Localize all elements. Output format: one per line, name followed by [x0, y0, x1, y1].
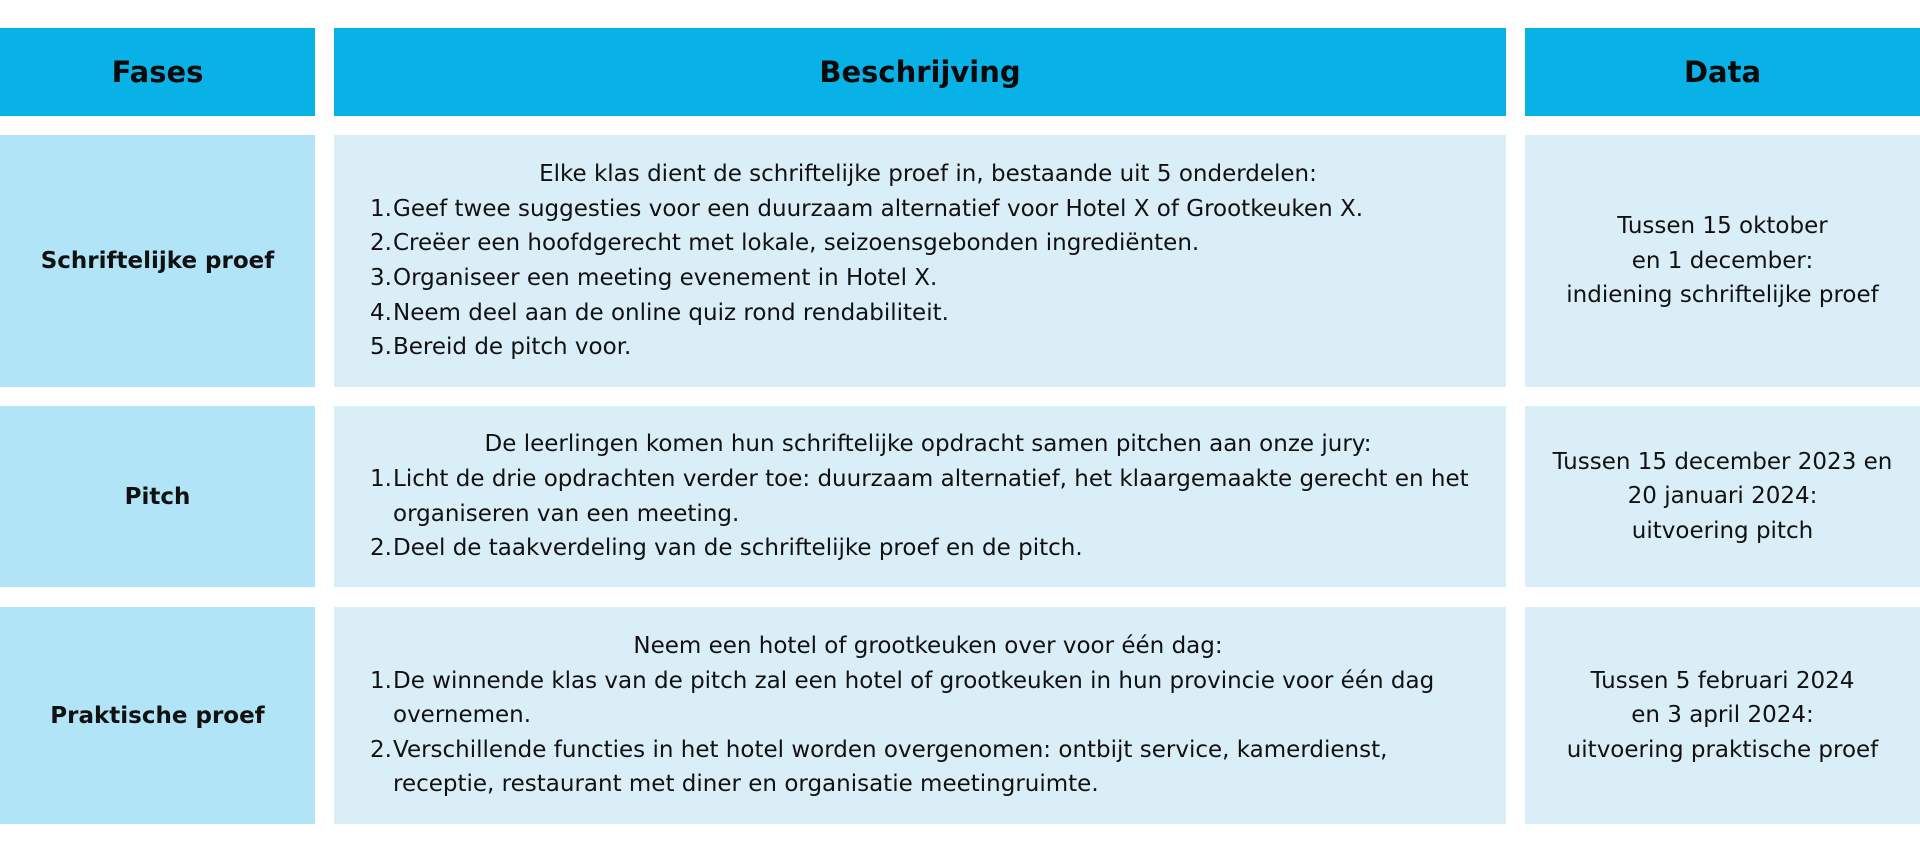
date-cell-schriftelijke-proef	[1525, 135, 1920, 387]
list-item-number: 2.	[370, 736, 392, 763]
list-item	[370, 296, 1476, 331]
date-line: Tussen 15 oktober	[1617, 213, 1828, 240]
header-beschrijving: Beschrijving	[334, 28, 1506, 116]
date-line: uitvoering praktische proef	[1566, 736, 1879, 763]
phase-cell-schriftelijke-proef: Schriftelijke proef	[0, 135, 315, 387]
phase-cell-praktische-proef: Praktische proef	[0, 607, 315, 824]
list-item-number: 4.	[370, 299, 392, 326]
task-list	[370, 664, 1476, 802]
list-item-number: 2.	[370, 535, 392, 562]
date-cell-pitch	[1525, 406, 1920, 587]
list-item	[370, 531, 1476, 566]
list-item-text: Bereid de pitch voor.	[393, 334, 632, 361]
description-intro: De leerlingen komen hun schriftelijke opdracht samen pitchen aan onze jury:	[484, 431, 1372, 458]
list-item-number: 1.	[370, 465, 392, 492]
list-item	[370, 226, 1476, 261]
date-line: Tussen 5 februari 2024	[1590, 667, 1855, 694]
list-item-text: De winnende klas van de pitch zal een hotel of grootkeuken in hun provincie voor één dag overnemen.	[393, 667, 1435, 729]
list-item-number: 1.	[370, 195, 392, 222]
list-item-text: Neem deel aan de online quiz rond rendabiliteit.	[393, 299, 949, 326]
list-item-text: Verschillende functies in het hotel worden overgenomen: ontbijt service, kamerdienst, receptie, restaurant met diner en organisatie meetingruimte.	[393, 736, 1388, 798]
list-item-text: Deel de taakverdeling van de schriftelijke proef en de pitch.	[393, 535, 1083, 562]
description-intro: Elke klas dient de schriftelijke proef in, bestaande uit 5 onderdelen:	[539, 161, 1317, 188]
list-item-text: Creëer een hoofdgerecht met lokale, seizoensgebonden ingrediënten.	[393, 230, 1200, 257]
header-fases: Fases	[0, 28, 315, 116]
date-line: uitvoering pitch	[1631, 517, 1814, 544]
description-cell-schriftelijke-proef	[334, 135, 1506, 387]
list-item	[370, 462, 1476, 531]
description-cell-pitch	[334, 406, 1506, 587]
description-cell-praktische-proef	[334, 607, 1506, 824]
list-item	[370, 192, 1476, 227]
list-item-number: 3.	[370, 265, 392, 291]
date-line: Tussen 15 december 2023 en	[1552, 448, 1893, 475]
list-item-text: Licht de drie opdrachten verder toe: duurzaam alternatief, het klaargemaakte gerecht en het organiseren van een meeting.	[393, 465, 1469, 527]
list-item-number: 5.	[370, 334, 392, 361]
list-item-number: 2.	[370, 230, 392, 257]
list-item-text: Geef twee suggesties voor een duurzaam alternatief voor Hotel X of Grootkeuken X.	[393, 195, 1364, 222]
phase-cell-pitch: Pitch	[0, 406, 315, 587]
date-line: en 3 april 2024:	[1631, 702, 1814, 729]
list-item	[370, 330, 1476, 365]
list-item-text: Organiseer een meeting evenement in Hotel X.	[393, 265, 938, 291]
header-data: Data	[1525, 28, 1920, 116]
list-item	[370, 664, 1476, 733]
date-line: indiening schriftelijke proef	[1566, 282, 1879, 309]
date-line: 20 januari 2024:	[1627, 483, 1818, 510]
list-item	[370, 261, 1476, 296]
list-item	[370, 733, 1476, 802]
date-cell-praktische-proef	[1525, 607, 1920, 824]
date-line: en 1 december:	[1631, 247, 1814, 274]
task-list	[370, 192, 1476, 365]
description-intro: Neem een hotel of grootkeuken over voor één dag:	[633, 633, 1223, 660]
list-item-number: 1.	[370, 667, 392, 694]
task-list	[370, 462, 1476, 566]
